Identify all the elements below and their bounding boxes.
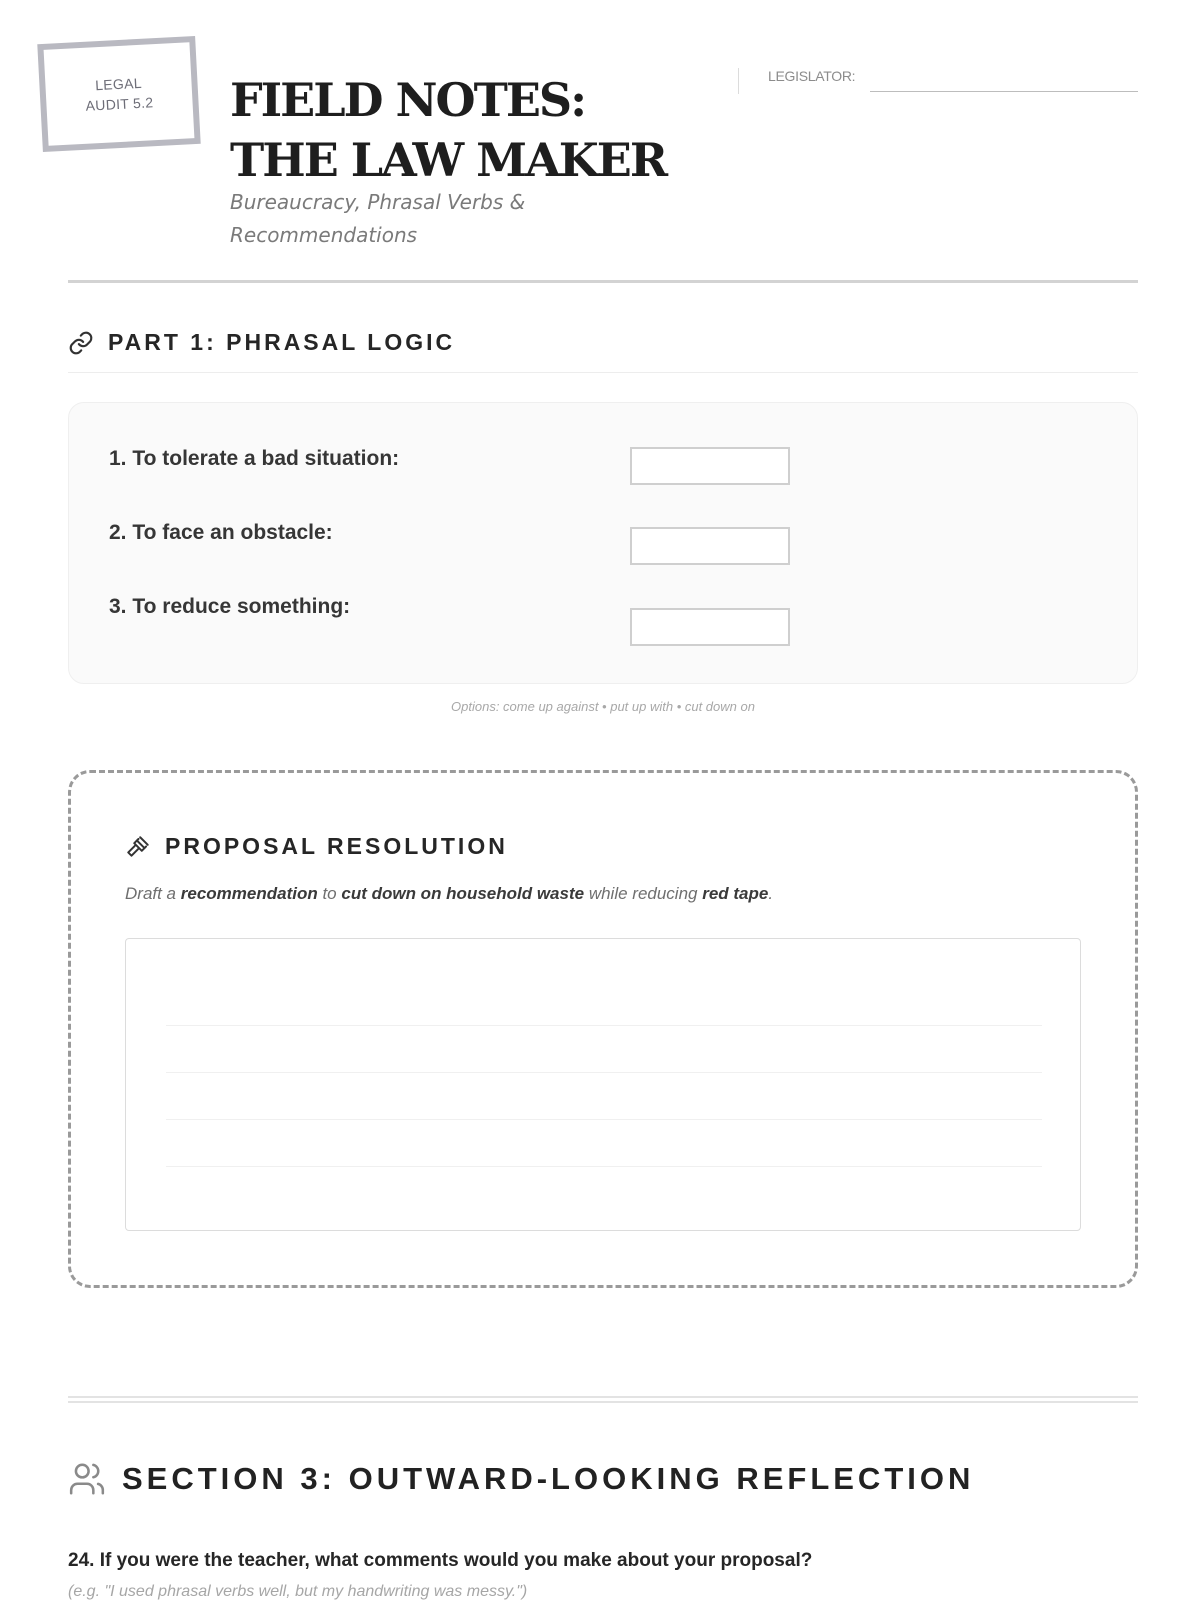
question-24-example: (e.g. "I used phrasal verbs well, but my handwriting was messy.") xyxy=(68,1583,528,1600)
writing-line xyxy=(166,1166,1042,1167)
question-2-answer-box[interactable] xyxy=(630,527,790,565)
legislator-label: LEGISLATOR: xyxy=(768,68,856,84)
question-1-answer-box[interactable] xyxy=(630,447,790,485)
stamp-line-1: LEGAL xyxy=(94,74,143,94)
header-rule xyxy=(68,280,1138,283)
question-1-label: 1. To tolerate a bad situation: xyxy=(109,447,400,470)
part1-rule xyxy=(68,372,1138,373)
prompt-part: . xyxy=(768,884,774,903)
section3-heading xyxy=(68,1460,974,1498)
header-divider xyxy=(738,68,739,94)
part1-heading-text: PART 1: PHRASAL LOGIC xyxy=(108,329,456,355)
question-3-label: 3. To reduce something: xyxy=(109,595,351,618)
section3-heading-text: SECTION 3: OUTWARD-LOOKING REFLECTION xyxy=(122,1461,975,1496)
link-icon xyxy=(68,330,94,356)
prompt-part: while reducing xyxy=(584,884,703,903)
prompt-part: to xyxy=(317,884,342,903)
question-3-answer-box[interactable] xyxy=(630,608,790,646)
part1-heading xyxy=(68,329,455,356)
legislator-name-field[interactable] xyxy=(870,91,1138,92)
page-title: FIELD NOTES: THE LAW MAKER xyxy=(230,73,667,187)
section-divider-top xyxy=(68,1396,1138,1398)
stamp-line-2: AUDIT 5.2 xyxy=(85,94,154,114)
writing-line xyxy=(166,1072,1042,1073)
legal-audit-stamp xyxy=(37,36,200,152)
prompt-keyword: red tape xyxy=(702,884,769,903)
options-hint: Options: come up against • put up with • cut down on xyxy=(451,699,755,714)
prompt-keyword: cut down on household waste xyxy=(341,884,585,903)
prompt-part: Draft a xyxy=(125,884,181,903)
proposal-prompt xyxy=(125,884,773,904)
prompt-keyword: recommendation xyxy=(180,884,318,903)
question-2-label: 2. To face an obstacle: xyxy=(109,521,333,544)
users-icon xyxy=(68,1460,106,1498)
section-divider-bottom xyxy=(68,1401,1138,1403)
question-24-label: 24. If you were the teacher, what comments would you make about your proposal? xyxy=(68,1550,813,1571)
writing-line xyxy=(166,1025,1042,1026)
writing-line xyxy=(166,1119,1042,1120)
page-subtitle: Bureaucracy, Phrasal Verbs & Recommendations xyxy=(230,190,526,247)
proposal-writing-area[interactable] xyxy=(125,938,1081,1231)
proposal-heading xyxy=(125,833,508,860)
proposal-heading-text: PROPOSAL RESOLUTION xyxy=(165,833,508,859)
gavel-icon xyxy=(125,834,151,860)
